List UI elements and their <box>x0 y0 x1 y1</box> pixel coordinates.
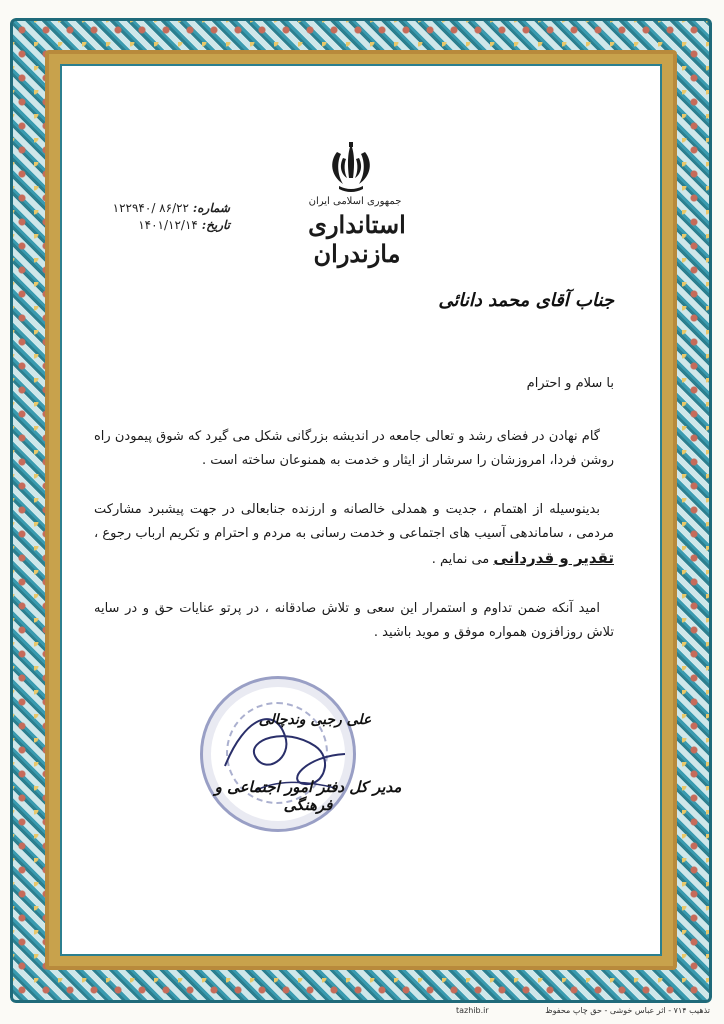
letter-date <box>90 217 230 234</box>
paragraph-1-text: گام نهادن در فضای رشد و تعالی جامعه در اندیشه بزرگانی شکل می گیرد که شوق پیمودن راه روشن فردا، امروزشان را سرشار از ایثار و خدمت به همنوعان ساخته است . <box>94 429 614 468</box>
paragraph-3 <box>94 597 614 645</box>
appreciation-highlight: تقدیر و قدردانی <box>493 549 614 567</box>
paragraph-2 <box>94 498 614 572</box>
paragraph-3-text: امید آنکه ضمن تداوم و استمرار این سعی و تلاش صادقانه ، در پرتو عنایات حق و در سایه تلاش روزافزون همواره موفق و موید باشید . <box>94 601 614 640</box>
letter-meta <box>90 200 230 234</box>
signer-name: علی رجبی وندچالی <box>258 712 372 728</box>
number-value: ۸۶/۲۲ /۱۲۲۹۴۰ <box>112 201 189 215</box>
paragraph-2-ending: می نمایم . <box>431 552 490 567</box>
paragraph-2-text: بدینوسیله از اهتمام ، جدیت و همدلی خالصانه و ارزنده جنابعالی در جهت پیشبرد مشارکت مردمی ، ساماندهی آسیب های اجتماعی و خدمت رسانی به مردم و احترام و تکریم ارباب رجوع ، <box>94 502 614 541</box>
letter-number <box>90 200 230 217</box>
recipient: جناب آقای محمد دانائی <box>438 290 614 311</box>
date-value: ۱۴۰۱/۱۲/۱۴ <box>138 218 198 232</box>
governorate-title: استانداری مازندران <box>308 210 406 268</box>
number-label: شماره: <box>192 201 230 215</box>
iran-emblem-icon <box>323 140 379 198</box>
paragraph-1 <box>94 425 614 473</box>
signer-title: مدیر کل دفتر امور اجتماعی و فرهنگی <box>214 778 402 814</box>
footer-site: tazhib.ir <box>456 1006 489 1015</box>
republic-text: جمهوری اسلامی ایران <box>308 196 402 207</box>
greeting: با سلام و احترام <box>526 376 614 391</box>
date-label: تاریخ: <box>201 218 230 232</box>
footer-credit: تذهیب ۷۱۴ - اثر عباس خوشی - حق چاپ محفوظ <box>545 1006 710 1015</box>
